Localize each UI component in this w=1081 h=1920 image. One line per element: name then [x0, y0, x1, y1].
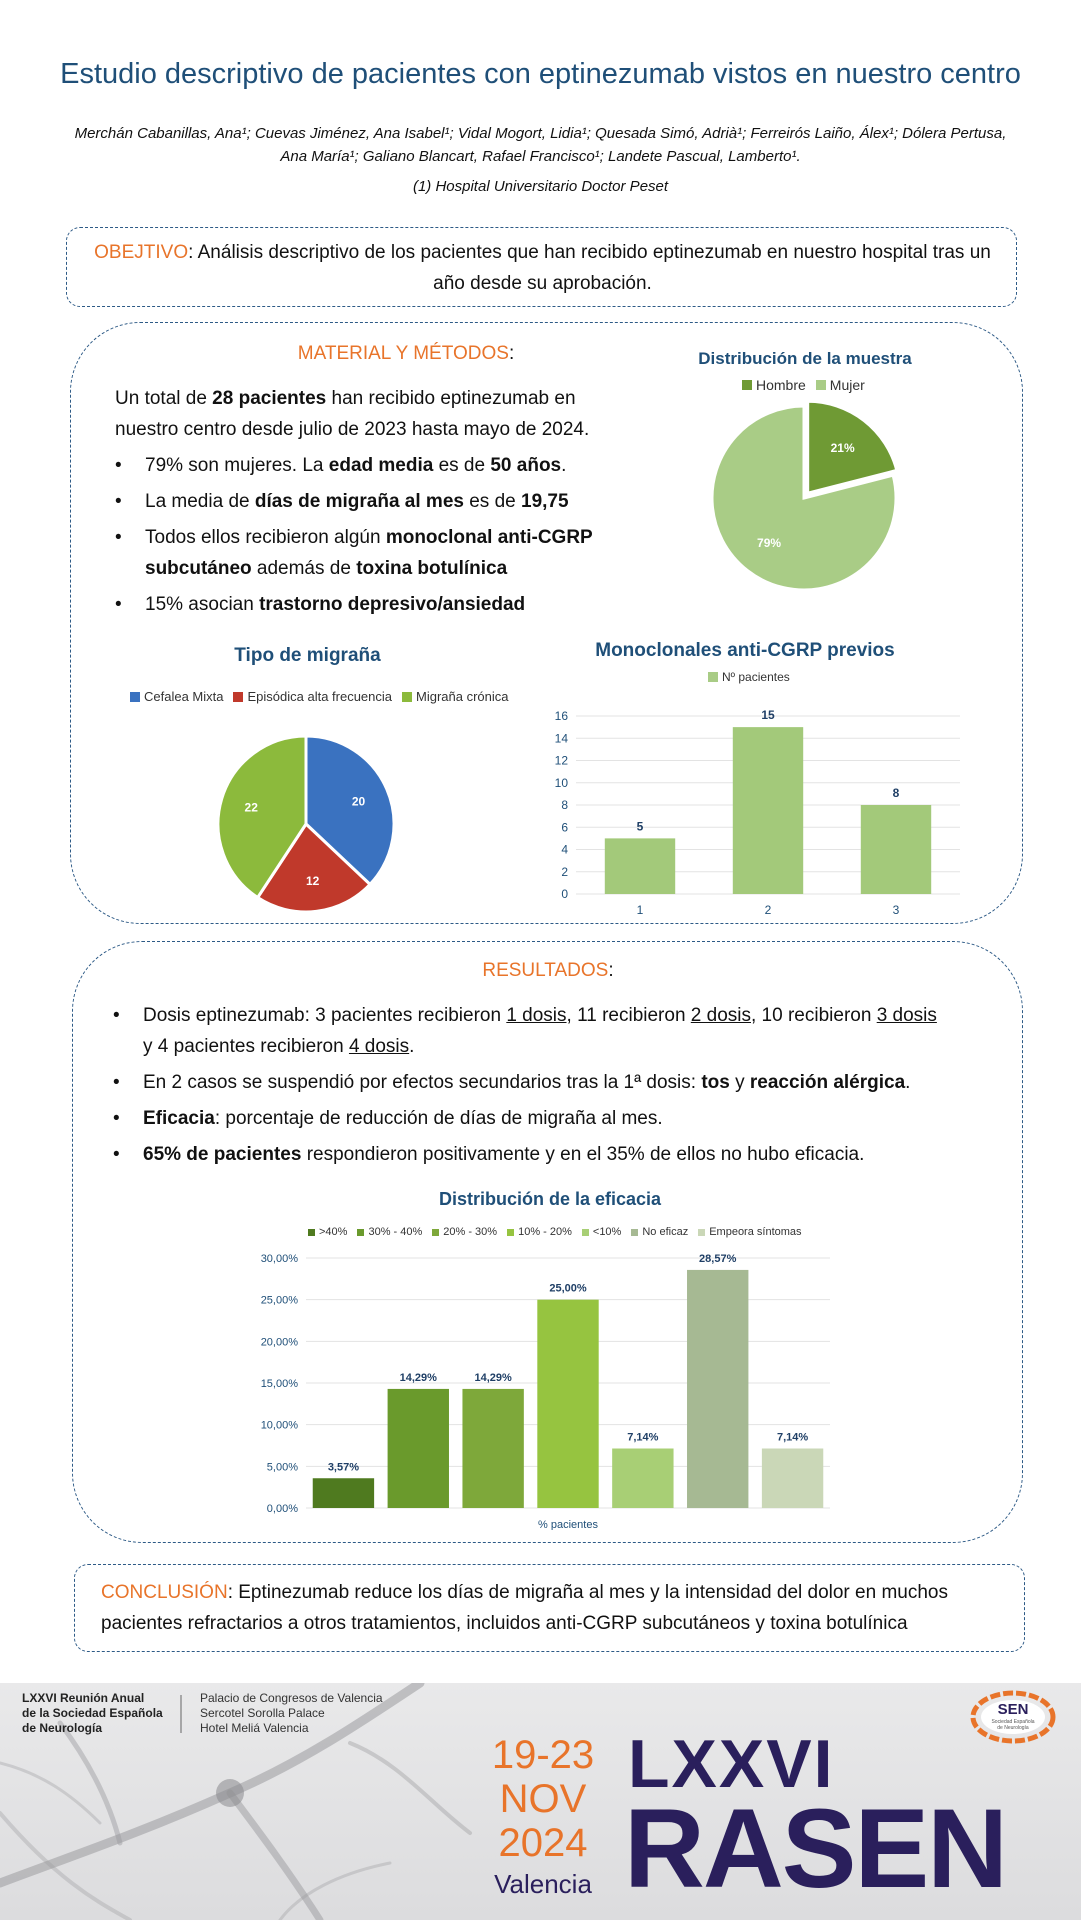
- chart-muestra-pie: [700, 398, 910, 598]
- legend-swatch: [507, 1229, 514, 1236]
- methods-bullet-4: • 15% asocian trastorno depresivo/ansiedad: [115, 589, 635, 620]
- bar-value-label: 28,57%: [699, 1252, 737, 1265]
- legend-label: Empeora síntomas: [709, 1226, 802, 1238]
- legend-swatch: [582, 1229, 589, 1236]
- chart-monoclonales-bars: [540, 700, 970, 920]
- legend-swatch: [698, 1229, 705, 1236]
- bar-value-label: 25,00%: [549, 1282, 587, 1295]
- results-bullet-3: • Eficacia: porcentaje de reducción de días de migraña al mes.: [113, 1103, 943, 1134]
- legend-eficacia-item: [432, 1226, 497, 1238]
- results-label: RESULTADOS: [482, 960, 609, 981]
- sen-logo-text: SEN: [997, 1701, 1029, 1718]
- sen-logo: [966, 1687, 1060, 1747]
- objetivo-text: [91, 237, 994, 299]
- affiliation: (1) Hospital Universitario Doctor Peset: [412, 178, 669, 195]
- bar-0: [605, 838, 675, 894]
- chart-tipo-legend: [130, 689, 519, 704]
- congress-city: Valencia: [494, 1869, 592, 1899]
- y-tick-label: 4: [561, 842, 568, 857]
- bar-4: [612, 1449, 673, 1509]
- legend-swatch: [357, 1229, 364, 1236]
- legend-cronica: Migraña crónica: [402, 689, 509, 704]
- methods-bullets: [115, 450, 635, 620]
- x-axis-label: % pacientes: [538, 1519, 598, 1530]
- methods-intro: [115, 383, 635, 445]
- chart-eficacia-legend: [308, 1226, 812, 1238]
- chart-monoclonales-legend: [708, 670, 800, 684]
- bar-value-label: 14,29%: [474, 1371, 512, 1384]
- objetivo-body: : Análisis descriptivo de los pacientes que han recibido eptinezumab en nuestro hospital tras un año desde su aprobación.: [188, 242, 991, 294]
- legend-eficacia-item: [631, 1226, 688, 1238]
- sen-logo-sub: Sociedad Española de Neurología: [991, 1719, 1035, 1731]
- authors-line-2: Ana María¹; Galiano Blancart, Rafael Francisco¹; Landete Pascual, Lamberto¹.: [280, 148, 801, 165]
- legend-hombre: Hombre: [742, 377, 806, 393]
- results-colon: :: [608, 960, 614, 981]
- legend-cefalea-mixta: Cefalea Mixta: [130, 689, 223, 704]
- y-tick-label: 14: [554, 731, 568, 746]
- bar-2: [861, 805, 931, 894]
- methods-bullet-3: • Todos ellos recibieron algún monoclonal anti-CGRP subcutáneo además de toxina botulínica: [115, 522, 635, 584]
- bar-value-label: 15: [761, 708, 775, 723]
- methods-bullet-2: • La media de días de migraña al mes es de 19,75: [115, 486, 635, 517]
- y-tick-label: 12: [554, 753, 568, 768]
- legend-label: >40%: [319, 1226, 348, 1238]
- bar-1: [733, 727, 803, 894]
- legend-eficacia-item: [698, 1226, 801, 1238]
- bar-value-label: 7,14%: [627, 1431, 659, 1444]
- chart-tipo-title: Tipo de migraña: [234, 645, 381, 666]
- bar-3: [537, 1300, 598, 1508]
- legend-label: <10%: [592, 1226, 622, 1238]
- conclusion-body: : Eptinezumab reduce los días de migraña al mes y la intensidad del dolor en muchos pacientes refractarios a otros tratamientos, incluidos anti-CGRP subcutáneos y toxina botulínica: [101, 1582, 948, 1634]
- legend-label: 20% - 30%: [443, 1226, 498, 1238]
- results-bullet-4: • 65% de pacientes respondieron positivamente y en el 35% de ellos no hubo eficacia.: [113, 1139, 943, 1170]
- congress-brand: RASEN: [624, 1786, 1007, 1911]
- pie-label-2: 22: [244, 800, 258, 815]
- objetivo-label: OBEJTIVO: [94, 242, 189, 263]
- x-tick-label: 3: [892, 903, 900, 917]
- poster-title: Estudio descriptivo de pacientes con eptinezumab vistos en nuestro centro: [60, 58, 1021, 90]
- y-tick-label: 5,00%: [266, 1461, 298, 1474]
- chart-muestra-legend: [742, 377, 875, 393]
- legend-eficacia-item: [507, 1226, 572, 1238]
- legend-swatch: [631, 1229, 638, 1236]
- methods-heading: [281, 343, 531, 365]
- pie-label-1: 79%: [757, 536, 782, 551]
- conclusion-text: [101, 1577, 1006, 1639]
- y-tick-label: 0,00%: [266, 1503, 298, 1515]
- bar-value-label: 14,29%: [399, 1371, 437, 1384]
- intro-patients: 28 pacientes: [212, 388, 327, 409]
- legend-episodica: Episódica alta frecuencia: [233, 689, 392, 704]
- congress-venues: Palacio de Congresos de Valencia Sercotel Sorolla Palace Hotel Meliá Valencia: [200, 1691, 383, 1735]
- results-bullets: [113, 1000, 943, 1175]
- x-tick-label: 1: [636, 903, 644, 917]
- legend-label: 10% - 20%: [518, 1226, 572, 1238]
- pie-label-0: 21%: [830, 441, 855, 456]
- bar-5: [687, 1270, 748, 1508]
- y-tick-label: 25,00%: [260, 1294, 298, 1307]
- pie-label-0: 20: [351, 794, 366, 809]
- objetivo-box: [66, 227, 1017, 307]
- methods-label: MATERIAL Y MÉTODOS: [297, 343, 509, 364]
- y-tick-label: 20,00%: [260, 1336, 298, 1349]
- authors-line-1: Merchán Cabanillas, Ana¹; Cuevas Jiménez, Ana Isabel¹; Vidal Mogort, Lidia¹; Quesada Simó, Adrià¹; Ferreirós Laiño, Álex¹; Dólera Pertusa,: [74, 125, 1007, 142]
- legend-swatch: [432, 1229, 439, 1236]
- legend-label: 30% - 40%: [368, 1226, 423, 1238]
- methods-body: [115, 383, 635, 625]
- intro-text-a: Un total de: [115, 388, 213, 409]
- y-tick-label: 10,00%: [260, 1419, 298, 1432]
- bar-value-label: 8: [892, 786, 900, 800]
- x-tick-label: 2: [764, 903, 772, 917]
- congress-banner: [0, 1683, 1081, 1920]
- pie-label-1: 12: [305, 873, 320, 888]
- legend-eficacia-item: [308, 1226, 347, 1238]
- bar-value-label: 7,14%: [776, 1431, 809, 1444]
- legend-eficacia-item: [582, 1226, 621, 1238]
- legend-n-pacientes: Nº pacientes: [708, 670, 790, 684]
- y-tick-label: 30,00%: [260, 1253, 298, 1265]
- y-tick-label: 2: [561, 864, 568, 879]
- methods-colon: :: [508, 343, 515, 364]
- authors: [50, 122, 1031, 168]
- bar-6: [762, 1449, 823, 1509]
- y-tick-label: 15,00%: [260, 1378, 298, 1390]
- y-tick-label: 8: [561, 798, 568, 812]
- legend-eficacia-item: [357, 1226, 422, 1238]
- conclusion-label: CONCLUSIÓN: [101, 1582, 228, 1603]
- legend-label: No eficaz: [642, 1226, 689, 1238]
- y-tick-label: 16: [554, 709, 568, 723]
- conclusion-box: [74, 1564, 1025, 1652]
- y-tick-label: 6: [561, 820, 568, 835]
- intro-text-c: han recibido eptinezumab en nuestro centro desde julio de 2023 hasta mayo de 2024.: [115, 388, 590, 440]
- y-tick-label: 0: [561, 887, 568, 901]
- results-heading: [403, 960, 693, 982]
- bar-0: [313, 1478, 374, 1508]
- bar-value-label: 5: [636, 819, 644, 834]
- legend-swatch: [308, 1229, 315, 1236]
- chart-eficacia-title: Distribución de la eficacia: [438, 1189, 662, 1209]
- y-tick-label: 10: [554, 775, 568, 790]
- chart-eficacia-bars: [260, 1240, 840, 1530]
- chart-tipo-pie: [208, 724, 408, 924]
- congress-dates: 19-23 NOV 2024: [491, 1733, 595, 1865]
- bar-2: [462, 1389, 523, 1508]
- chart-muestra-title: Distribución de la muestra: [698, 349, 912, 368]
- congress-org: LXXVI Reunión Anual de la Sociedad Española de Neurología: [22, 1691, 163, 1735]
- chart-monoclonales-title: Monoclonales anti-CGRP previos: [595, 640, 895, 661]
- legend-mujer: Mujer: [816, 377, 865, 393]
- results-bullet-2: • En 2 casos se suspendió por efectos secundarios tras la 1ª dosis: tos y reacción alérgica.: [113, 1067, 943, 1098]
- bar-1: [388, 1389, 449, 1508]
- bar-value-label: 3,57%: [327, 1461, 360, 1474]
- results-bullet-1: • Dosis eptinezumab: 3 pacientes recibieron 1 dosis, 11 recibieron 2 dosis, 10 recibieron 3 dosis y 4 pacientes recibieron 4 dosis.: [113, 1000, 943, 1062]
- congress-roman: LXXVI: [628, 1726, 835, 1802]
- methods-bullet-1: • 79% son mujeres. La edad media es de 50 años.: [115, 450, 635, 481]
